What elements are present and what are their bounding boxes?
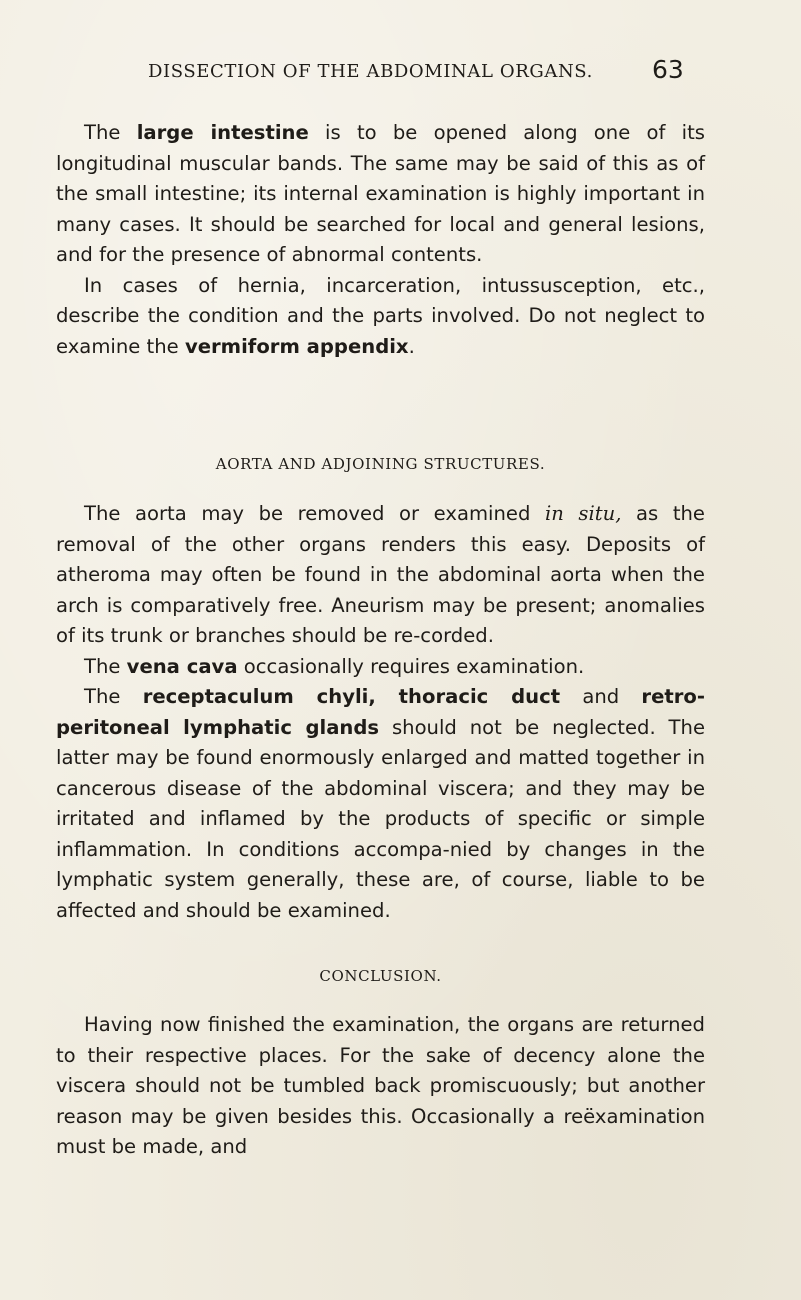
text-run: should not be neglected. The latter may be found enormously enlarged and matted together in cancerous disease of the abdominal viscera; and they may be irritated and inflamed by the products of specific or simple inflammation. In conditions accompa-nied by changes in the lymphatic system generally, these are, of course, liable to be affected and should be examined. [56, 715, 705, 922]
term-in-situ: in situ, [544, 502, 622, 525]
text-run: as the removal of the other organs renders this easy. Deposits of atheroma may often be found in the abdominal aorta when the arch is comparatively free. Aneurism may be present; anomalies of its trunk or branches should be re-corded. [56, 502, 705, 647]
page-number: 63 [652, 55, 684, 84]
text-run: . [408, 334, 415, 358]
term-receptaculum-chyli: receptaculum chyli, thoracic duct [142, 685, 561, 708]
paragraph-receptaculum [56, 682, 705, 926]
text-run: The [84, 121, 137, 144]
term-retroperitoneal-glands: retro-peritoneal lymphatic glands [56, 685, 705, 739]
text-block-aorta [56, 499, 705, 926]
term-large-intestine: large intestine [136, 121, 309, 144]
term-vena-cava: vena cava [126, 654, 238, 678]
text-run: The aorta may be removed or examined [84, 502, 545, 525]
text-run: The [84, 685, 143, 708]
text-run: occasionally requires examination. [237, 654, 585, 678]
section-heading-aorta: AORTA AND ADJOINING STRUCTURES. [215, 455, 546, 473]
running-head: DISSECTION OF THE ABDOMINAL ORGANS. [148, 61, 593, 82]
text-run: In cases of hernia, incarceration, intussusception, etc., describe the condition and the parts involved. Do not neglect to examine the [56, 273, 705, 358]
paragraph-aorta [56, 499, 705, 652]
text-run: Having now finished the examination, the organs are returned to their respective places. For the sake of decency alone the viscera should not be tumbled back promiscuously; but another reason may be given besides this. Occasionally a reëxamination must be made, and [56, 1013, 705, 1158]
text-run: The [84, 654, 127, 678]
paragraph-conclusion [56, 1010, 705, 1163]
paragraph-hernia [56, 271, 705, 363]
text-block-large-intestine [56, 118, 705, 362]
text-block-conclusion [56, 1010, 705, 1163]
text-run: and [560, 685, 642, 708]
term-vermiform-appendix: vermiform appendix [184, 334, 409, 358]
paragraph-large-intestine [56, 118, 705, 271]
paragraph-vena-cava [56, 652, 705, 683]
text-run: is to be opened along one of its longitudinal muscular bands. The same may be said of this as of the small intestine; its internal examination is highly important in many cases. It should be searched for local and general lesions, and for the presence of abnormal contents. [56, 121, 706, 266]
section-heading-conclusion: CONCLUSION. [319, 967, 442, 985]
